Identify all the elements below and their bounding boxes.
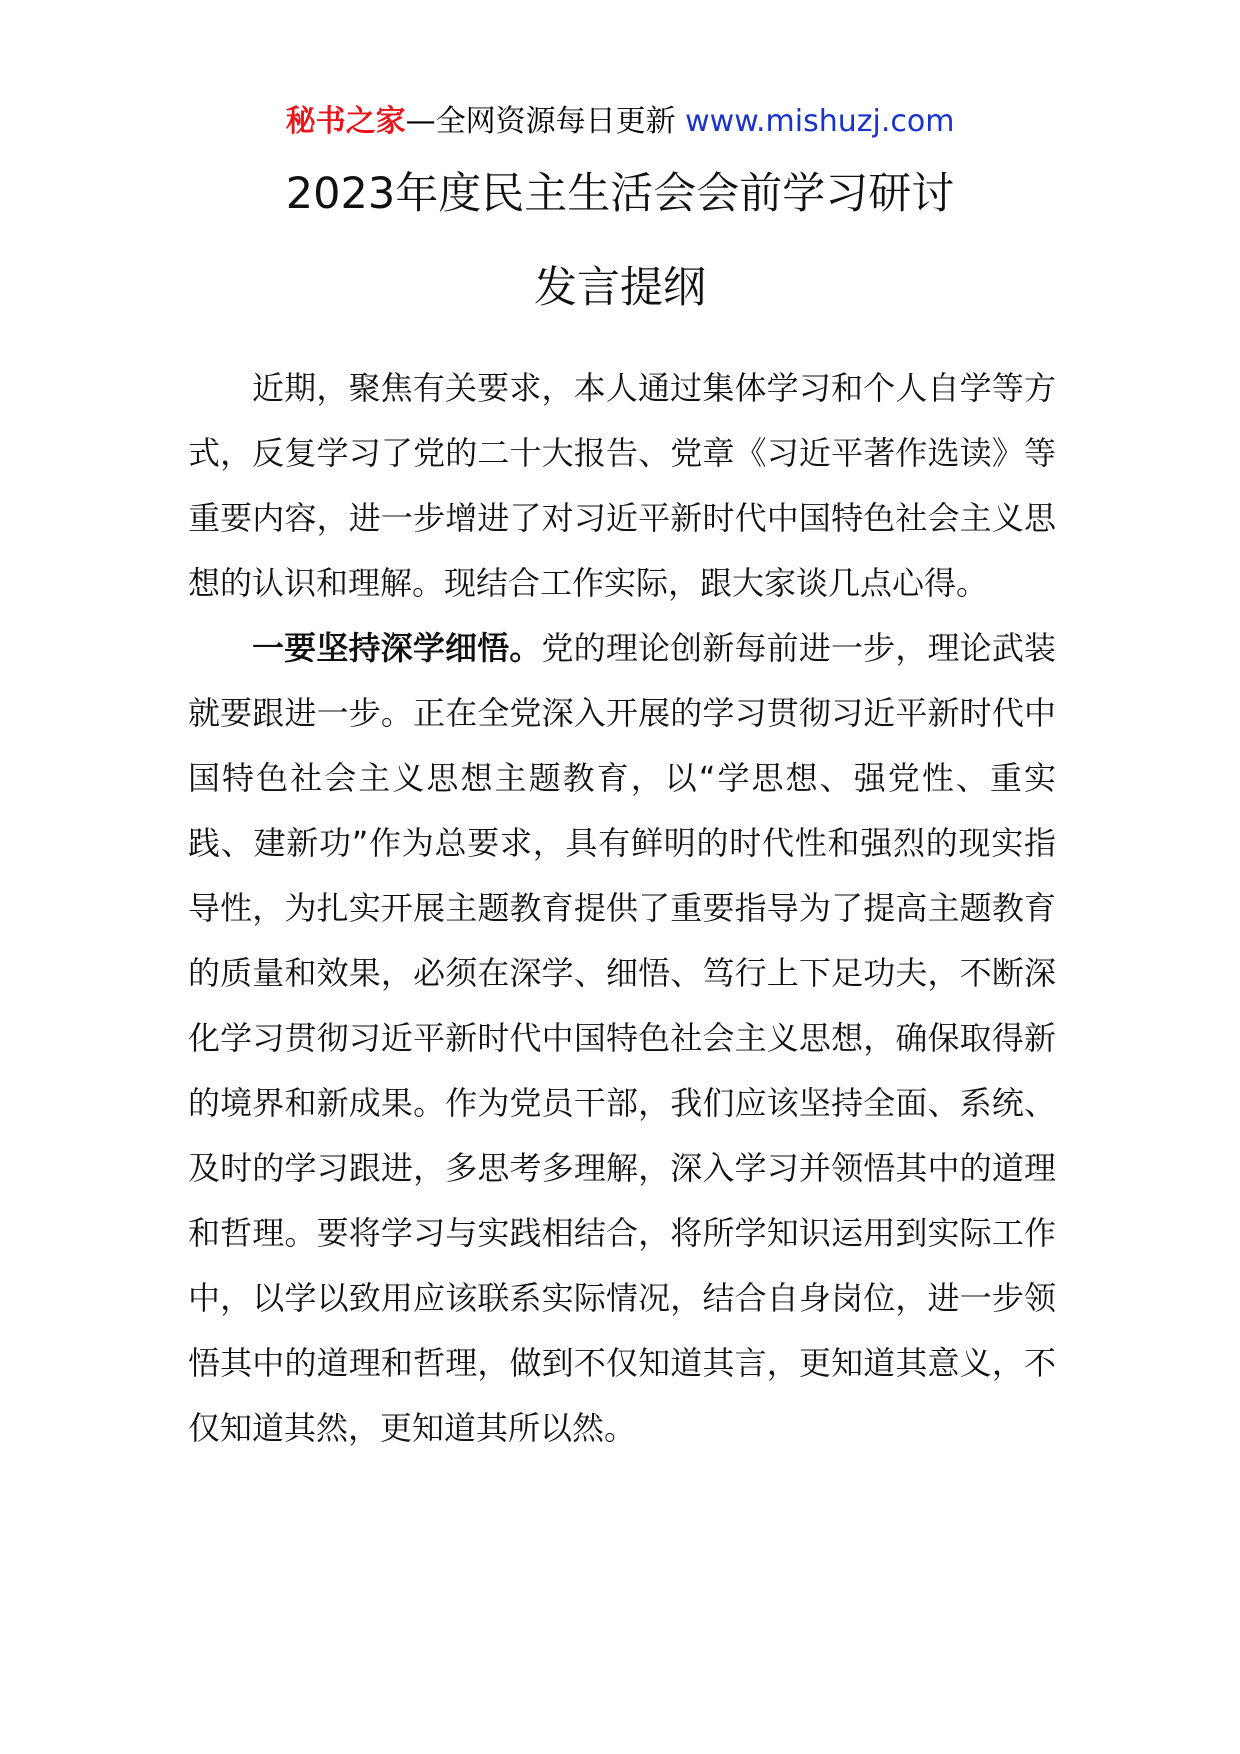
site-url-link[interactable]: www.mishuzj.com	[685, 104, 955, 139]
paragraph-point-1-text: 党的理论创新每前进一步，理论武装就要跟进一步。正在全党深入开展的学习贯彻习近平新时代中国特色社会主义思想主题教育，以“学思想、强党性、重实践、建新功”作为总要求，具有鲜明的时代性和强烈的现实指导性，为扎实开展主题教育提供了重要指导为了提高主题教育的质量和效果，必须在深学、细悟、笃行上下足功夫，不断深化学习贯彻习近平新时代中国特色社会主义思想，确保取得新的境界和新成果。作为党员干部，我们应该坚持全面、系统、及时的学习跟进，多思考多理解，深入学习并领悟其中的道理和哲理。要将学习与实践相结合，将所学知识运用到实际工作中，以学以致用应该联系实际情况，结合自身岗位，进一步领悟其中的道理和哲理，做到不仅知道其言，更知道其意义，不仅知道其然，更知道其所以然。	[188, 629, 1056, 1447]
paragraph-point-1	[188, 616, 1056, 1461]
paragraph-intro-text: 近期，聚焦有关要求，本人通过集体学习和个人自学等方式，反复学习了党的二十大报告、党章《习近平著作选读》等重要内容，进一步增进了对习近平新时代中国特色社会主义思想的认识和理解。现结合工作实际，跟大家谈几点心得。	[188, 369, 1056, 602]
document-body	[188, 356, 1056, 1461]
site-header-banner	[0, 100, 1240, 144]
site-tagline: —全网资源每日更新	[405, 104, 676, 139]
document-title-line-1: 2023年度民主生活会会前学习研讨	[285, 169, 955, 219]
document-title-line-2: 发言提纲	[534, 263, 706, 313]
paragraph-intro	[188, 356, 1056, 616]
site-brand: 秘书之家	[285, 104, 406, 139]
paragraph-point-1-lead: 一要坚持深学细悟。	[252, 629, 542, 667]
